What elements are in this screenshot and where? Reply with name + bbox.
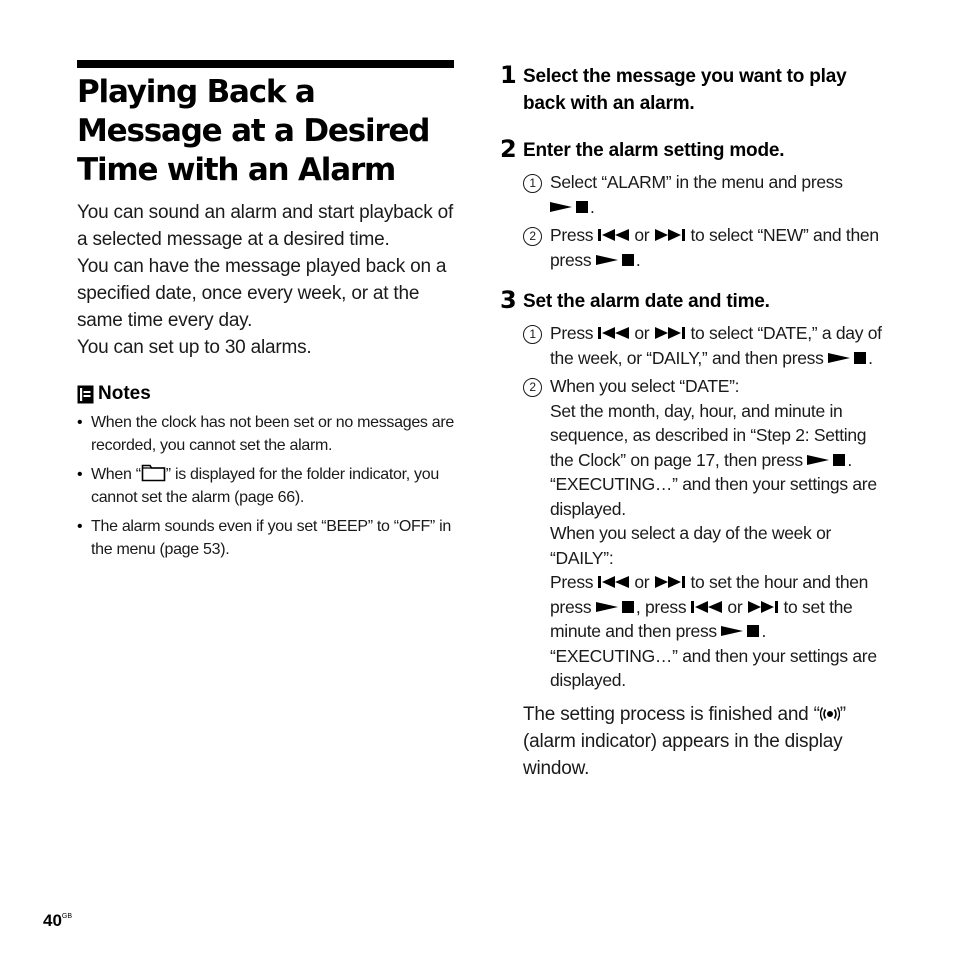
substep-text: .	[590, 196, 595, 217]
note-item: • When the clock has not been set or no messages are recorded, you cannot set the alarm.	[77, 411, 455, 457]
substep-text: or	[629, 225, 654, 245]
title-rule	[77, 60, 454, 68]
substep-text: Set the month, day, hour, and minute in sequence, as described in “Step 2: Setting the Clock” on page 17, then press	[550, 400, 867, 470]
substep-number: 2	[523, 227, 542, 246]
substep-heading: When you select “DATE”:	[550, 376, 740, 396]
play-stop-icon	[550, 199, 590, 215]
folder-icon	[141, 464, 166, 482]
page-number-value: 40	[43, 911, 62, 930]
rewind-icon	[691, 599, 723, 615]
substep-text: or	[722, 596, 747, 617]
play-stop-icon	[807, 452, 847, 468]
fast-forward-icon	[654, 574, 686, 590]
substep	[523, 170, 885, 219]
final-paragraph	[500, 701, 885, 782]
step-title: Select the message you want to play back with an alarm.	[523, 66, 847, 114]
note-item: • The alarm sounds even if you set “BEEP” to “OFF” in the menu (page 53).	[77, 515, 455, 561]
step-number: 3	[500, 286, 517, 314]
fast-forward-icon	[654, 227, 686, 243]
step-2	[500, 134, 885, 272]
play-stop-icon	[721, 623, 761, 639]
substep-text: Press	[550, 572, 598, 592]
notes-list	[77, 411, 455, 561]
substep-number: 2	[523, 378, 542, 397]
step-number: 1	[500, 61, 517, 89]
substep	[523, 374, 885, 693]
substep-text: to select “DATE,” a day of the week, or “DAILY,” and then press	[550, 323, 882, 368]
substep-number: 1	[523, 174, 542, 193]
rewind-icon	[598, 227, 630, 243]
play-stop-icon	[596, 252, 636, 268]
substep-text: . “EXECUTING…” and then your settings are displayed.	[550, 621, 877, 690]
substep	[523, 223, 885, 272]
substep-text: to set the hour and then press	[550, 572, 869, 617]
final-text: ” (alarm indicator) appears in the display window.	[523, 703, 846, 779]
step-title: Enter the alarm setting mode.	[523, 140, 785, 161]
substep	[523, 321, 885, 370]
left-column	[77, 60, 455, 567]
page-number-suffix: GB	[61, 913, 73, 920]
play-stop-icon	[828, 350, 868, 366]
substep-heading: When you select a day of the week or “DAILY”:	[550, 523, 832, 568]
fast-forward-icon	[747, 599, 779, 615]
rewind-icon	[598, 325, 630, 341]
note-item	[77, 463, 455, 509]
substep-paragraph	[550, 399, 885, 522]
substep-text: Press	[550, 225, 598, 245]
note-text: When “	[91, 466, 141, 483]
substep-text: . “EXECUTING…” and then your settings are displayed.	[550, 449, 877, 519]
substep-text: .	[868, 347, 873, 368]
substep-text: Select “ALARM” in the menu and press	[550, 172, 843, 192]
notes-heading-label: Notes	[98, 383, 151, 404]
step-title: Set the alarm date and time.	[523, 291, 770, 312]
substep-paragraph	[550, 570, 885, 693]
final-text: The setting process is finished and “	[523, 703, 820, 725]
rewind-icon	[598, 574, 630, 590]
step-1	[500, 60, 885, 117]
substep-text: , press	[635, 596, 691, 617]
substep-text: or	[629, 572, 654, 592]
substep-text: or	[629, 323, 654, 343]
intro-text	[77, 199, 455, 361]
page-number	[43, 911, 72, 931]
notes-heading	[77, 383, 455, 405]
substep-text: Press	[550, 323, 598, 343]
alarm-indicator-icon	[820, 706, 840, 722]
intro-paragraph: You can have the message played back on a specified date, once every week, or at the same time every day.	[77, 256, 447, 331]
page-title: Playing Back a Message at a Desired Time with an Alarm	[77, 74, 430, 188]
step-number: 2	[500, 135, 517, 163]
substep-text: .	[635, 249, 641, 270]
intro-paragraph: You can sound an alarm and start playback of a selected message at a desired time.	[77, 202, 454, 250]
fast-forward-icon	[654, 325, 686, 341]
substep-text: to select “NEW” and then press	[550, 225, 879, 270]
step-3	[500, 285, 885, 693]
note-icon	[77, 385, 94, 404]
note-text: ” is displayed for the folder indicator, you cannot set the alarm (page 66).	[91, 466, 439, 506]
substep-number: 1	[523, 325, 542, 344]
right-column	[500, 60, 885, 782]
substep-text: to set the minute and then press	[550, 596, 853, 641]
play-stop-icon	[596, 599, 636, 615]
intro-paragraph: You can set up to 30 alarms.	[77, 337, 312, 358]
